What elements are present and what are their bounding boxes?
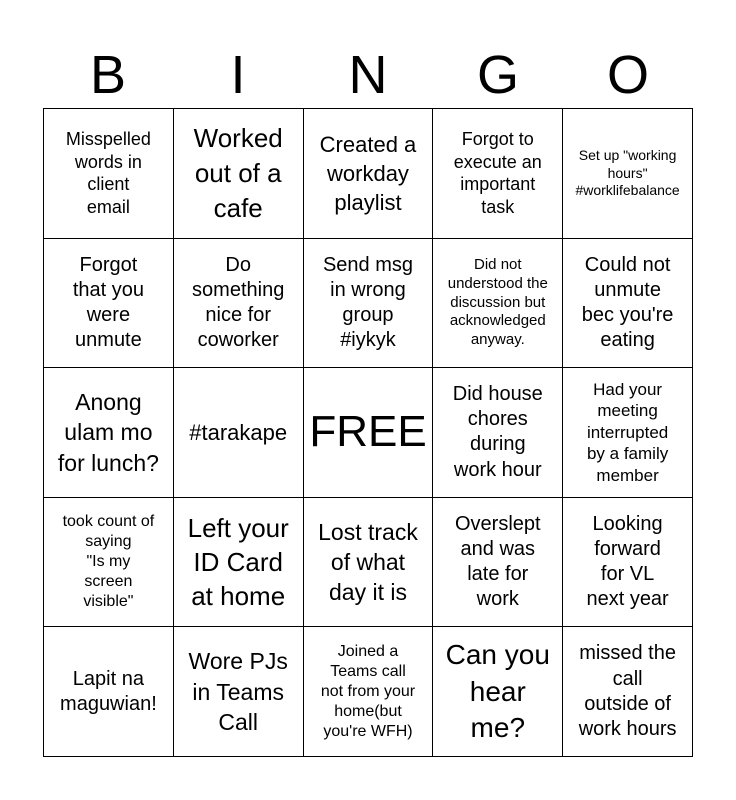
bingo-cell-r4c2[interactable]: [174, 498, 304, 628]
bingo-cell-r3c1[interactable]: [44, 368, 174, 498]
bingo-cell-r2c1[interactable]: [44, 239, 174, 369]
cell-text: Wore PJs in Teams Call: [188, 648, 288, 735]
bingo-cell-r2c2[interactable]: [174, 239, 304, 369]
header-letter-b: B: [89, 45, 127, 105]
bingo-cell-r5c1[interactable]: [44, 627, 174, 757]
cell-text: Lapit na maguwian!: [60, 667, 157, 715]
cell-text: Created a workday playlist: [319, 131, 417, 215]
bingo-cell-r3c2[interactable]: [174, 368, 304, 498]
cell-text: Had your meeting interrupted by a family member: [586, 379, 669, 485]
cell-text: Lost track of what day it is: [318, 518, 418, 606]
bingo-cell-r5c3[interactable]: [304, 627, 434, 757]
bingo-cell-r4c3[interactable]: [304, 498, 434, 628]
bingo-cell-r4c1[interactable]: [44, 498, 174, 628]
bingo-cell-r4c4[interactable]: [433, 498, 563, 628]
bingo-cell-r4c5[interactable]: [563, 498, 693, 628]
bingo-cell-r5c4[interactable]: [433, 627, 563, 757]
cell-text: missed the call outside of work hours: [578, 642, 677, 740]
header-letter-i: I: [230, 45, 246, 105]
cell-text: Did not understood the discussion but acknowledged anyway.: [447, 256, 548, 349]
cell-text: Send msg in wrong group #iykyk: [322, 253, 414, 352]
bingo-cell-r2c5[interactable]: [563, 239, 693, 369]
cell-text: Did house chores during work hour: [452, 383, 543, 481]
bingo-cell-r3c4[interactable]: [433, 368, 563, 498]
cell-text: Overslept and was late for work: [454, 512, 541, 611]
bingo-board: [43, 108, 693, 757]
header-letter-g: G: [476, 45, 519, 105]
cell-text: Forgot to execute an important task: [453, 128, 542, 217]
cell-text: Do something nice for coworker: [192, 253, 285, 352]
bingo-cell-r5c2[interactable]: [174, 627, 304, 757]
cell-text: Left your ID Card at home: [187, 512, 289, 612]
cell-text: Forgot that you were unmute: [72, 253, 144, 352]
bingo-cell-r1c5[interactable]: [563, 109, 693, 239]
bingo-cell-r1c2[interactable]: [174, 109, 304, 239]
bingo-cell-r2c4[interactable]: [433, 239, 563, 369]
cell-text: Worked out of a cafe: [193, 123, 283, 223]
free-space-text: FREE: [309, 407, 427, 457]
cell-text: Set up "working hours" #worklifebalance: [575, 147, 680, 199]
bingo-cell-r1c1[interactable]: [44, 109, 174, 239]
cell-text: took count of saying "Is my screen visible": [62, 513, 155, 611]
header-letter-o: O: [606, 45, 649, 105]
cell-text: Looking forward for VL next year: [586, 512, 669, 611]
bingo-cell-r5c5[interactable]: [563, 627, 693, 757]
cell-text: #tarakape: [189, 419, 288, 445]
bingo-cell-free[interactable]: [304, 368, 434, 498]
cell-text: Misspelled words in client email: [65, 128, 151, 217]
cell-text: Can you hear me?: [445, 639, 550, 743]
header-letter-n: N: [348, 45, 388, 105]
bingo-cell-r1c3[interactable]: [304, 109, 434, 239]
cell-text: Could not unmute bec you're eating: [581, 253, 674, 352]
bingo-cell-r3c5[interactable]: [563, 368, 693, 498]
bingo-cell-r2c3[interactable]: [304, 239, 434, 369]
bingo-cell-r1c4[interactable]: [433, 109, 563, 239]
cell-text: Anong ulam mo for lunch?: [57, 388, 159, 476]
cell-text: Joined a Teams call not from your home(but you're WFH): [320, 642, 416, 740]
bingo-header: [43, 42, 693, 108]
